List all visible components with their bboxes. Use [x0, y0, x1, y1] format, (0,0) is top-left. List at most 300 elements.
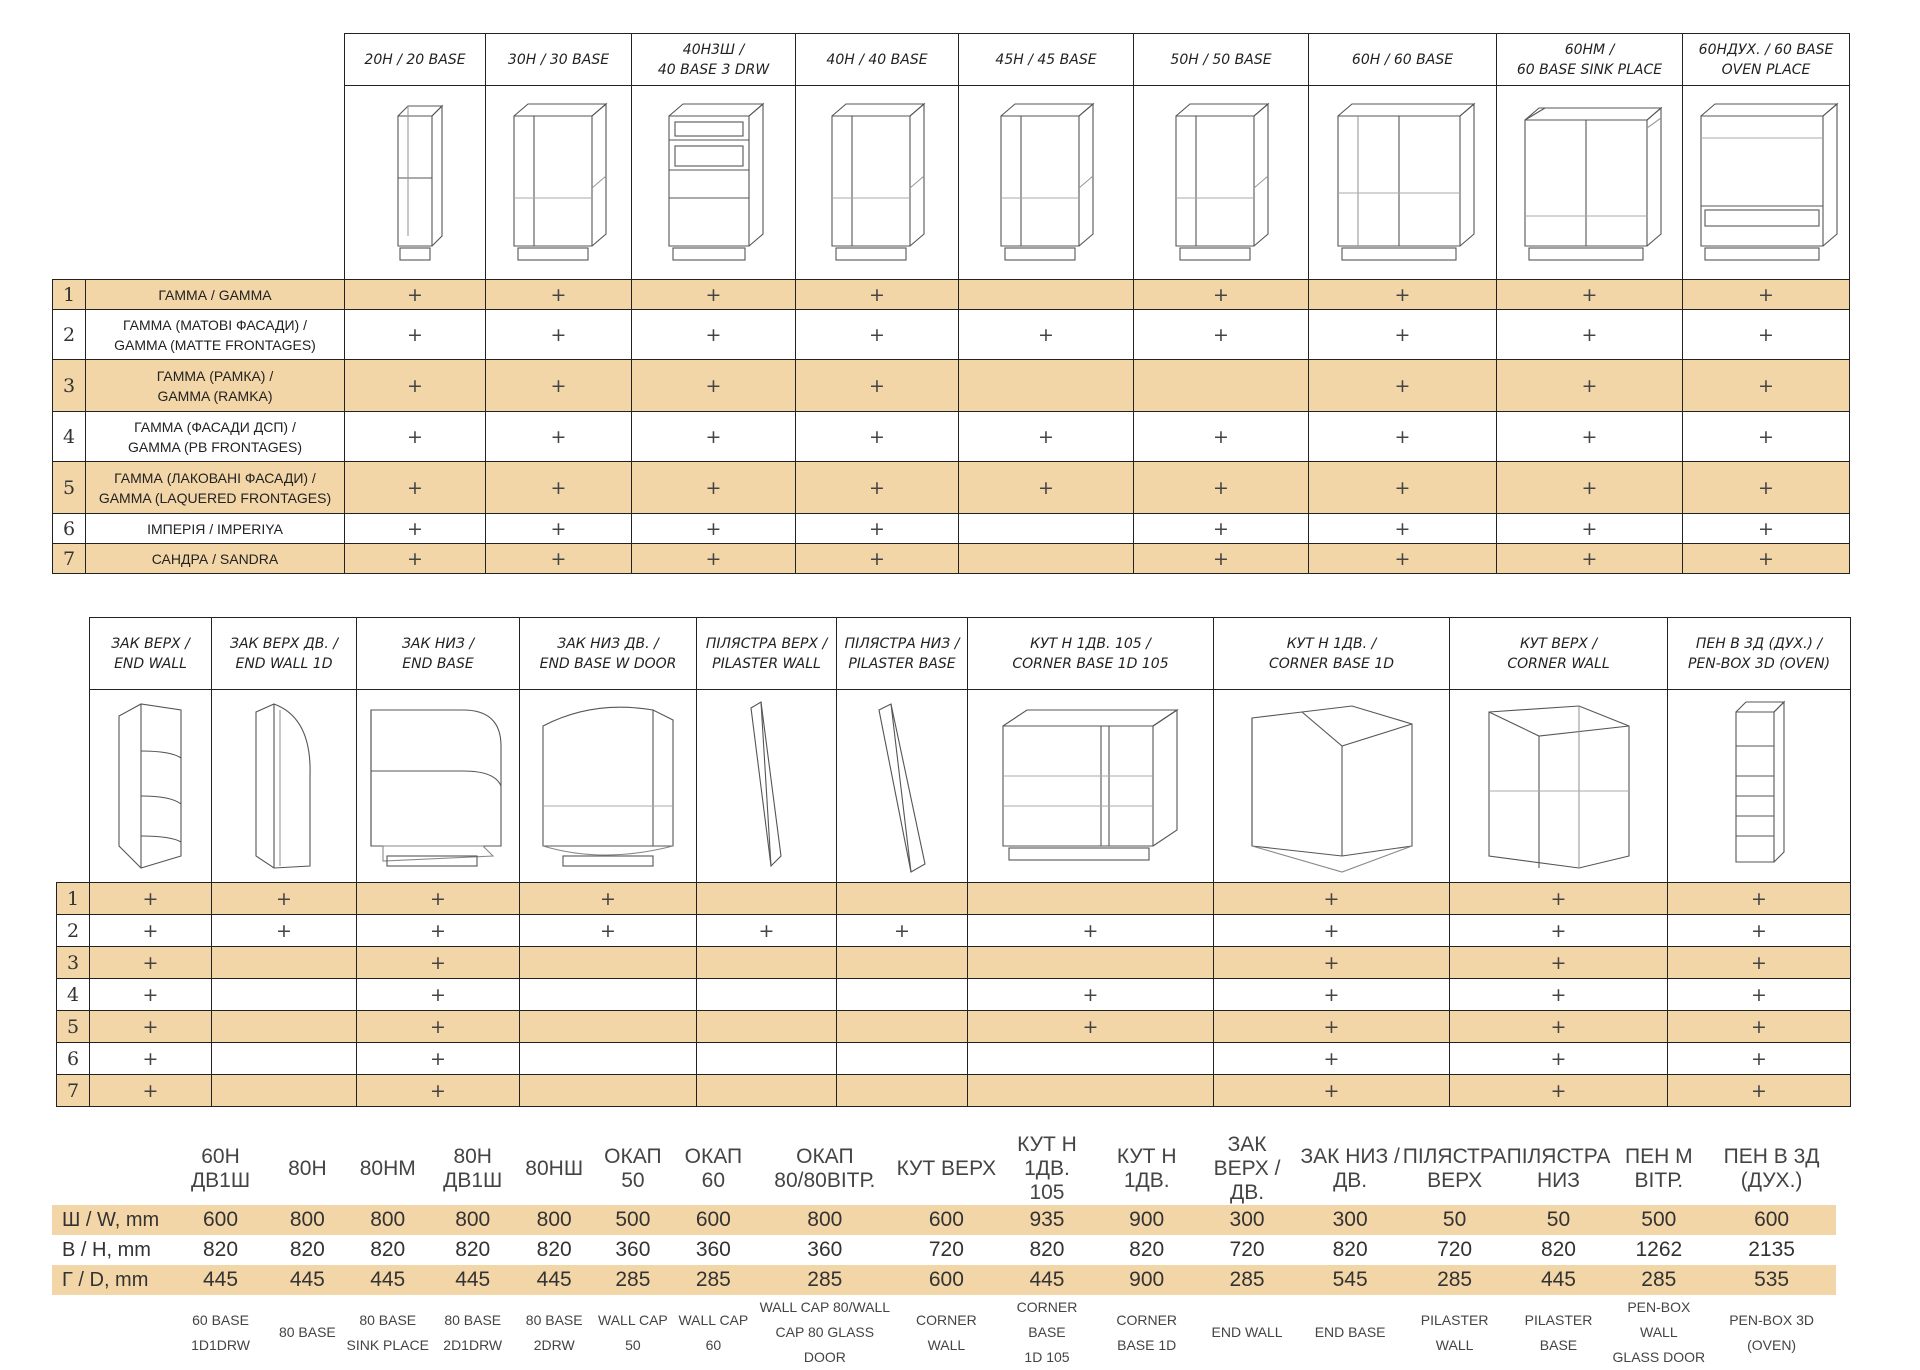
height-value: 820	[370, 1238, 406, 1261]
dims-header-line1: КУТ Н 1ДВ.	[1017, 1133, 1077, 1180]
dims-header-line2: ВЕРХ / ДВ.	[1213, 1157, 1281, 1204]
row-number: 4	[57, 979, 90, 1011]
availability-mark	[212, 1043, 357, 1075]
availability-mark: +	[486, 280, 632, 310]
column-header-line2: CORNER WALL	[1507, 655, 1610, 672]
availability-mark: +	[1214, 915, 1450, 947]
column-header-line1: 45Н / 45 BASE	[995, 51, 1097, 68]
dims-header-line2: 1ДВ.	[1123, 1169, 1170, 1192]
availability-mark	[520, 979, 697, 1011]
column-header	[632, 34, 796, 86]
availability-mark: +	[1683, 280, 1850, 310]
row-label-line2: GAMMA (RAMKA)	[157, 387, 273, 404]
column-illustration	[90, 690, 212, 883]
corner-base-1d-icon	[1214, 696, 1449, 876]
cabinet-60-base-oven-icon	[1683, 98, 1849, 268]
height-value: 820	[455, 1238, 491, 1261]
column-header	[959, 34, 1134, 86]
dims-column-header	[269, 1133, 345, 1205]
column-illustration	[486, 86, 632, 280]
end-base-icon	[357, 696, 519, 876]
english-name	[345, 1295, 430, 1370]
availability-mark: +	[697, 915, 837, 947]
column-header-line1: 60НМ /	[1564, 41, 1615, 58]
dims-header-line2: (ДУХ.)	[1740, 1169, 1803, 1192]
dims-column-header	[997, 1133, 1097, 1205]
column-illustration	[1309, 86, 1497, 280]
availability-mark: +	[520, 915, 697, 947]
english-name-line1: CORNER	[916, 1311, 977, 1328]
depth-value: 285	[673, 1265, 754, 1295]
availability-mark: +	[345, 280, 486, 310]
availability-mark: +	[357, 883, 520, 915]
dims-header-line2: ДВ.	[1333, 1169, 1368, 1192]
column-header-line1: ПІЛЯСТРА НИЗ /	[844, 635, 960, 652]
english-name-line1: PILASTER	[1524, 1311, 1593, 1328]
column-header	[1134, 34, 1309, 86]
column-illustration	[345, 86, 486, 280]
availability-mark	[520, 1075, 697, 1107]
english-name	[1507, 1295, 1611, 1370]
availability-mark: +	[1214, 1075, 1450, 1107]
depth-value: 445	[172, 1265, 270, 1295]
depth-value: 600	[896, 1265, 998, 1295]
dims-header-line1: 80Н	[288, 1157, 327, 1180]
column-header-line1: ЗАК ВЕРХ ДВ. /	[229, 635, 339, 652]
availability-mark: +	[1450, 915, 1668, 947]
depth-value: 285	[1197, 1265, 1298, 1295]
availability-mark: +	[212, 915, 357, 947]
column-header-line1: ПЕН В 3Д (ДУХ.) /	[1695, 635, 1823, 652]
dims-header-line1: ОКАП	[796, 1145, 854, 1168]
availability-mark: +	[486, 360, 632, 412]
row-label-line2: GAMMA (LAQUERED FRONTAGES)	[98, 489, 332, 506]
dims-column-header	[593, 1133, 673, 1205]
availability-mark: +	[968, 979, 1214, 1011]
availability-mark: +	[1214, 883, 1450, 915]
depth-value: 445	[515, 1265, 593, 1295]
availability-mark: +	[632, 462, 796, 514]
availability-mark: +	[1134, 544, 1309, 574]
availability-mark: +	[486, 412, 632, 462]
availability-mark	[212, 979, 357, 1011]
availability-mark	[520, 947, 697, 979]
availability-mark: +	[959, 462, 1134, 514]
availability-mark: +	[796, 360, 959, 412]
availability-mark: +	[1450, 1011, 1668, 1043]
dims-header-line1: ЗАК	[1227, 1133, 1267, 1156]
dims-header-line1: 60Н	[201, 1145, 240, 1168]
availability-mark	[697, 1011, 837, 1043]
availability-mark: +	[1497, 280, 1683, 310]
availability-mark: +	[1497, 544, 1683, 574]
dims-header-line1: ПЕН В 3Д	[1723, 1145, 1820, 1168]
english-name	[593, 1295, 673, 1370]
availability-mark: +	[1668, 979, 1851, 1011]
cabinet-40-base-3-drw-icon	[632, 98, 795, 268]
column-illustration	[959, 86, 1134, 280]
availability-mark: +	[1668, 883, 1851, 915]
cabinet-60-base-sink-icon	[1497, 98, 1682, 268]
row-label	[86, 310, 345, 360]
availability-mark: +	[1309, 412, 1497, 462]
availability-mark: +	[357, 979, 520, 1011]
height-value: 820	[203, 1238, 239, 1261]
row-label-line2: GAMMA (PB FRONTAGES)	[128, 438, 302, 455]
english-name	[1707, 1295, 1836, 1370]
table-row	[57, 915, 1851, 947]
availability-mark: +	[357, 915, 520, 947]
column-header-line2: END WALL	[114, 655, 187, 672]
depth-value: 545	[1298, 1265, 1403, 1295]
availability-mark	[520, 1011, 697, 1043]
english-name-line2: 50	[625, 1336, 641, 1353]
english-name-line1: WALL CAP	[678, 1311, 749, 1328]
table-row	[57, 979, 1851, 1011]
english-name-line1: END BASE	[1314, 1324, 1386, 1340]
depth-value: 285	[1403, 1265, 1507, 1295]
english-name	[172, 1295, 270, 1370]
availability-mark: +	[1214, 947, 1450, 979]
availability-mark: +	[1497, 310, 1683, 360]
availability-mark	[837, 1043, 968, 1075]
column-header	[486, 34, 632, 86]
availability-mark: +	[1497, 360, 1683, 412]
column-header	[345, 34, 486, 86]
row-number: 2	[57, 915, 90, 947]
availability-mark	[1134, 360, 1309, 412]
depth-value: 445	[997, 1265, 1097, 1295]
availability-mark: +	[520, 883, 697, 915]
width-value: 800	[754, 1205, 896, 1235]
corner-wall-icon	[1450, 696, 1667, 876]
english-name-line1: 80 BASE	[525, 1311, 583, 1328]
column-header	[520, 618, 697, 690]
depth-value: 285	[593, 1265, 673, 1295]
top-compatibility-table	[52, 33, 1850, 574]
availability-mark: +	[90, 947, 212, 979]
dims-column-header	[1197, 1133, 1298, 1205]
availability-mark	[837, 947, 968, 979]
column-header	[796, 34, 959, 86]
depth-value: 445	[1507, 1265, 1611, 1295]
availability-mark: +	[796, 280, 959, 310]
column-header	[697, 618, 837, 690]
availability-mark: +	[1214, 1011, 1450, 1043]
availability-mark: +	[1214, 979, 1450, 1011]
column-header-line2: 40 BASE 3 DRW	[657, 61, 770, 78]
english-name-line2: WALL	[927, 1336, 966, 1353]
availability-mark: +	[90, 1011, 212, 1043]
english-name	[269, 1295, 345, 1370]
english-name	[515, 1295, 593, 1370]
dims-column-header	[896, 1133, 998, 1205]
dims-header-line1: КУТ Н	[1116, 1145, 1177, 1168]
column-header-line2: CORNER BASE 1D	[1268, 655, 1395, 672]
availability-mark: +	[1668, 1043, 1851, 1075]
table-row	[53, 310, 1850, 360]
availability-mark: +	[1309, 462, 1497, 514]
row-number: 1	[57, 883, 90, 915]
availability-mark: +	[1497, 412, 1683, 462]
row-number: 5	[57, 1011, 90, 1043]
row-number: 2	[53, 310, 86, 360]
row-number: 6	[53, 514, 86, 544]
dims-header-line1: ПЕН М	[1625, 1145, 1693, 1168]
width-value: 50	[1403, 1205, 1507, 1235]
row-number: 7	[57, 1075, 90, 1107]
availability-mark: +	[1309, 310, 1497, 360]
availability-mark	[968, 1075, 1214, 1107]
availability-mark: +	[1134, 310, 1309, 360]
availability-mark	[520, 1043, 697, 1075]
dimensions-table	[52, 1133, 1836, 1370]
width-value: 50	[1507, 1205, 1611, 1235]
column-header-line1: КУТ Н 1ДВ. 105 /	[1030, 635, 1151, 652]
availability-mark: +	[1309, 360, 1497, 412]
column-header-line1: 40Н / 40 BASE	[826, 51, 928, 68]
availability-mark: +	[357, 947, 520, 979]
table-row	[57, 947, 1851, 979]
availability-mark: +	[632, 310, 796, 360]
cabinet-40-base-icon	[796, 98, 958, 268]
availability-mark: +	[968, 915, 1214, 947]
dims-column-header	[1507, 1133, 1611, 1205]
availability-mark: +	[345, 412, 486, 462]
row-number: 1	[53, 280, 86, 310]
availability-mark	[212, 1011, 357, 1043]
height-value: 2135	[1748, 1238, 1795, 1261]
availability-mark: +	[1668, 915, 1851, 947]
availability-mark: +	[1497, 514, 1683, 544]
availability-mark	[697, 947, 837, 979]
availability-mark	[837, 1075, 968, 1107]
height-value: 720	[928, 1238, 964, 1261]
availability-mark: +	[796, 412, 959, 462]
table-row	[57, 1011, 1851, 1043]
column-illustration	[796, 86, 959, 280]
availability-mark: +	[345, 360, 486, 412]
width-value: 600	[172, 1205, 270, 1235]
english-name-line1: 60 BASE	[192, 1311, 249, 1328]
column-header-line1: КУТ ВЕРХ /	[1519, 635, 1598, 652]
availability-mark: +	[345, 310, 486, 360]
availability-mark: +	[1497, 462, 1683, 514]
availability-mark: +	[632, 280, 796, 310]
dims-header-line1: ПІЛЯСТРА	[1506, 1145, 1611, 1168]
availability-mark: +	[486, 310, 632, 360]
width-value: 300	[1197, 1205, 1298, 1235]
depth-value: 445	[430, 1265, 515, 1295]
availability-mark	[212, 1075, 357, 1107]
english-name	[430, 1295, 515, 1370]
english-name-line2: 2D1DRW	[443, 1336, 503, 1353]
width-value: 600	[896, 1205, 998, 1235]
english-name-line2: BASE 1D	[1117, 1336, 1177, 1353]
english-name	[1403, 1295, 1507, 1370]
dims-column-header	[345, 1133, 430, 1205]
english-name-line1: CORNER BASE	[1016, 1299, 1078, 1340]
dims-column-header	[1097, 1133, 1197, 1205]
depth-value: 900	[1097, 1265, 1197, 1295]
row-label-line1: ГАММА (ФАСАДИ ДСП) /	[134, 418, 296, 435]
depth-value: 445	[345, 1265, 430, 1295]
width-value: 900	[1097, 1205, 1197, 1235]
width-value: 600	[1707, 1205, 1836, 1235]
pilaster-base-icon	[837, 696, 967, 876]
row-number: 4	[53, 412, 86, 462]
row-number: 6	[57, 1043, 90, 1075]
english-name-line1: CORNER	[1116, 1311, 1178, 1328]
availability-mark: +	[90, 883, 212, 915]
column-header	[1683, 34, 1850, 86]
width-value: 800	[269, 1205, 345, 1235]
row-label-width: Ш / W, mm	[52, 1205, 172, 1235]
availability-mark: +	[90, 915, 212, 947]
english-name-line2: 1D 105	[1024, 1349, 1070, 1365]
dims-header-line1: 80НМ	[359, 1157, 416, 1180]
english-name-line1: WALL CAP	[598, 1311, 668, 1328]
english-name-line2: 1D1DRW	[191, 1336, 250, 1353]
column-illustration	[1668, 690, 1851, 883]
availability-mark: +	[1683, 462, 1850, 514]
table-row	[53, 514, 1850, 544]
pilaster-wall-icon	[697, 696, 836, 876]
column-header-line1: КУТ Н 1ДВ. /	[1286, 635, 1377, 652]
column-header	[357, 618, 520, 690]
dims-header-line2: 50	[621, 1169, 645, 1192]
row-number: 3	[57, 947, 90, 979]
dims-column-header	[1298, 1133, 1403, 1205]
availability-mark: +	[959, 310, 1134, 360]
column-illustration	[837, 690, 968, 883]
availability-mark: +	[212, 883, 357, 915]
availability-mark: +	[1668, 947, 1851, 979]
cabinet-60-base-icon	[1309, 98, 1496, 268]
row-label-line1: ГАММА / GAMMA	[158, 286, 272, 303]
availability-mark: +	[486, 514, 632, 544]
row-label	[86, 544, 345, 574]
dims-header-line1: ОКАП	[604, 1145, 662, 1168]
availability-mark	[697, 1075, 837, 1107]
availability-mark: +	[1450, 883, 1668, 915]
english-name	[896, 1295, 998, 1370]
column-header-line1: 60Н / 60 BASE	[1351, 51, 1454, 68]
english-name-line1: PEN-BOX WALL	[1627, 1299, 1691, 1340]
row-label-line1: ГАММА (МАТОВІ ФАСАДИ) /	[123, 316, 307, 333]
availability-mark: +	[959, 412, 1134, 462]
dims-column-header	[1610, 1133, 1707, 1205]
dims-header-line2: ДВ1Ш	[443, 1169, 503, 1192]
cabinet-30-base-icon	[486, 98, 631, 268]
width-value: 800	[515, 1205, 593, 1235]
width-value: 300	[1298, 1205, 1403, 1235]
availability-mark	[968, 947, 1214, 979]
availability-mark: +	[1134, 514, 1309, 544]
table-row	[53, 412, 1850, 462]
availability-mark: +	[1683, 514, 1850, 544]
row-label	[86, 514, 345, 544]
availability-mark: +	[1134, 412, 1309, 462]
row-number: 3	[53, 360, 86, 412]
column-header	[212, 618, 357, 690]
column-header-line2: CORNER BASE 1D 105	[1012, 655, 1169, 672]
column-header-line1: 30Н / 30 BASE	[507, 51, 610, 68]
english-name	[1197, 1295, 1298, 1370]
column-header-line1: 50Н / 50 BASE	[1170, 51, 1272, 68]
row-label-line1: ІМПЕРІЯ / IMPERIYA	[147, 520, 283, 537]
depth-value: 285	[754, 1265, 896, 1295]
availability-mark: +	[1683, 412, 1850, 462]
availability-mark: +	[796, 310, 959, 360]
english-name-line2: BASE	[1539, 1336, 1578, 1353]
width-value: 800	[345, 1205, 430, 1235]
table-row	[53, 280, 1850, 310]
availability-mark	[837, 883, 968, 915]
dims-header-line2: 80/80ВІТР.	[774, 1169, 876, 1192]
column-header-line1: ЗАК ВЕРХ /	[111, 635, 190, 652]
column-illustration	[968, 690, 1214, 883]
column-header-line2: END WALL 1D	[235, 655, 333, 672]
dims-header-line2: НИЗ	[1537, 1169, 1580, 1192]
availability-mark: +	[90, 1075, 212, 1107]
table-row	[57, 883, 1851, 915]
height-value: 820	[1129, 1238, 1165, 1261]
availability-mark: +	[1450, 1043, 1668, 1075]
row-number: 7	[53, 544, 86, 574]
column-header	[1214, 618, 1450, 690]
availability-mark: +	[357, 1011, 520, 1043]
availability-mark: +	[345, 462, 486, 514]
dims-header-line1: 80Н	[453, 1145, 492, 1168]
height-value: 360	[615, 1238, 651, 1261]
availability-mark: +	[796, 462, 959, 514]
depth-value: 535	[1707, 1265, 1836, 1295]
column-header-line2: OVEN PLACE	[1721, 61, 1811, 78]
height-value: 360	[807, 1238, 843, 1261]
pen-box-3d-oven-icon	[1668, 696, 1850, 876]
availability-mark: +	[357, 1075, 520, 1107]
english-name-line2: 2DRW	[533, 1336, 575, 1353]
availability-mark: +	[345, 544, 486, 574]
table-row	[57, 1075, 1851, 1107]
english-name	[1298, 1295, 1403, 1370]
availability-mark: +	[345, 514, 486, 544]
column-header-line1: 60НДУХ. / 60 BASE	[1698, 41, 1834, 58]
english-name-line2: SINK PLACE	[346, 1336, 429, 1353]
row-label-line1: ГАММА (ЛАКОВАНІ ФАСАДИ) /	[114, 469, 316, 486]
english-name-line1: 80 BASE	[444, 1311, 502, 1328]
english-name-line1: WALL CAP 80/WALL	[759, 1299, 891, 1315]
column-header-line1: 40Н3Ш /	[682, 41, 745, 58]
availability-mark: +	[90, 1043, 212, 1075]
depth-value: 445	[269, 1265, 345, 1295]
column-header-line2: END BASE	[402, 655, 474, 672]
availability-mark: +	[357, 1043, 520, 1075]
column-illustration	[1134, 86, 1309, 280]
dims-column-header	[430, 1133, 515, 1205]
availability-mark: +	[632, 412, 796, 462]
availability-mark: +	[968, 1011, 1214, 1043]
depth-value: 285	[1610, 1265, 1707, 1295]
middle-compatibility-table	[56, 617, 1851, 1107]
column-header-line2: PILASTER WALL	[712, 655, 821, 672]
availability-mark	[959, 280, 1134, 310]
english-name-line1: 80 BASE	[278, 1324, 336, 1340]
column-header	[1497, 34, 1683, 86]
column-illustration	[1683, 86, 1850, 280]
dims-header-line2: ДВ1Ш	[190, 1169, 251, 1192]
